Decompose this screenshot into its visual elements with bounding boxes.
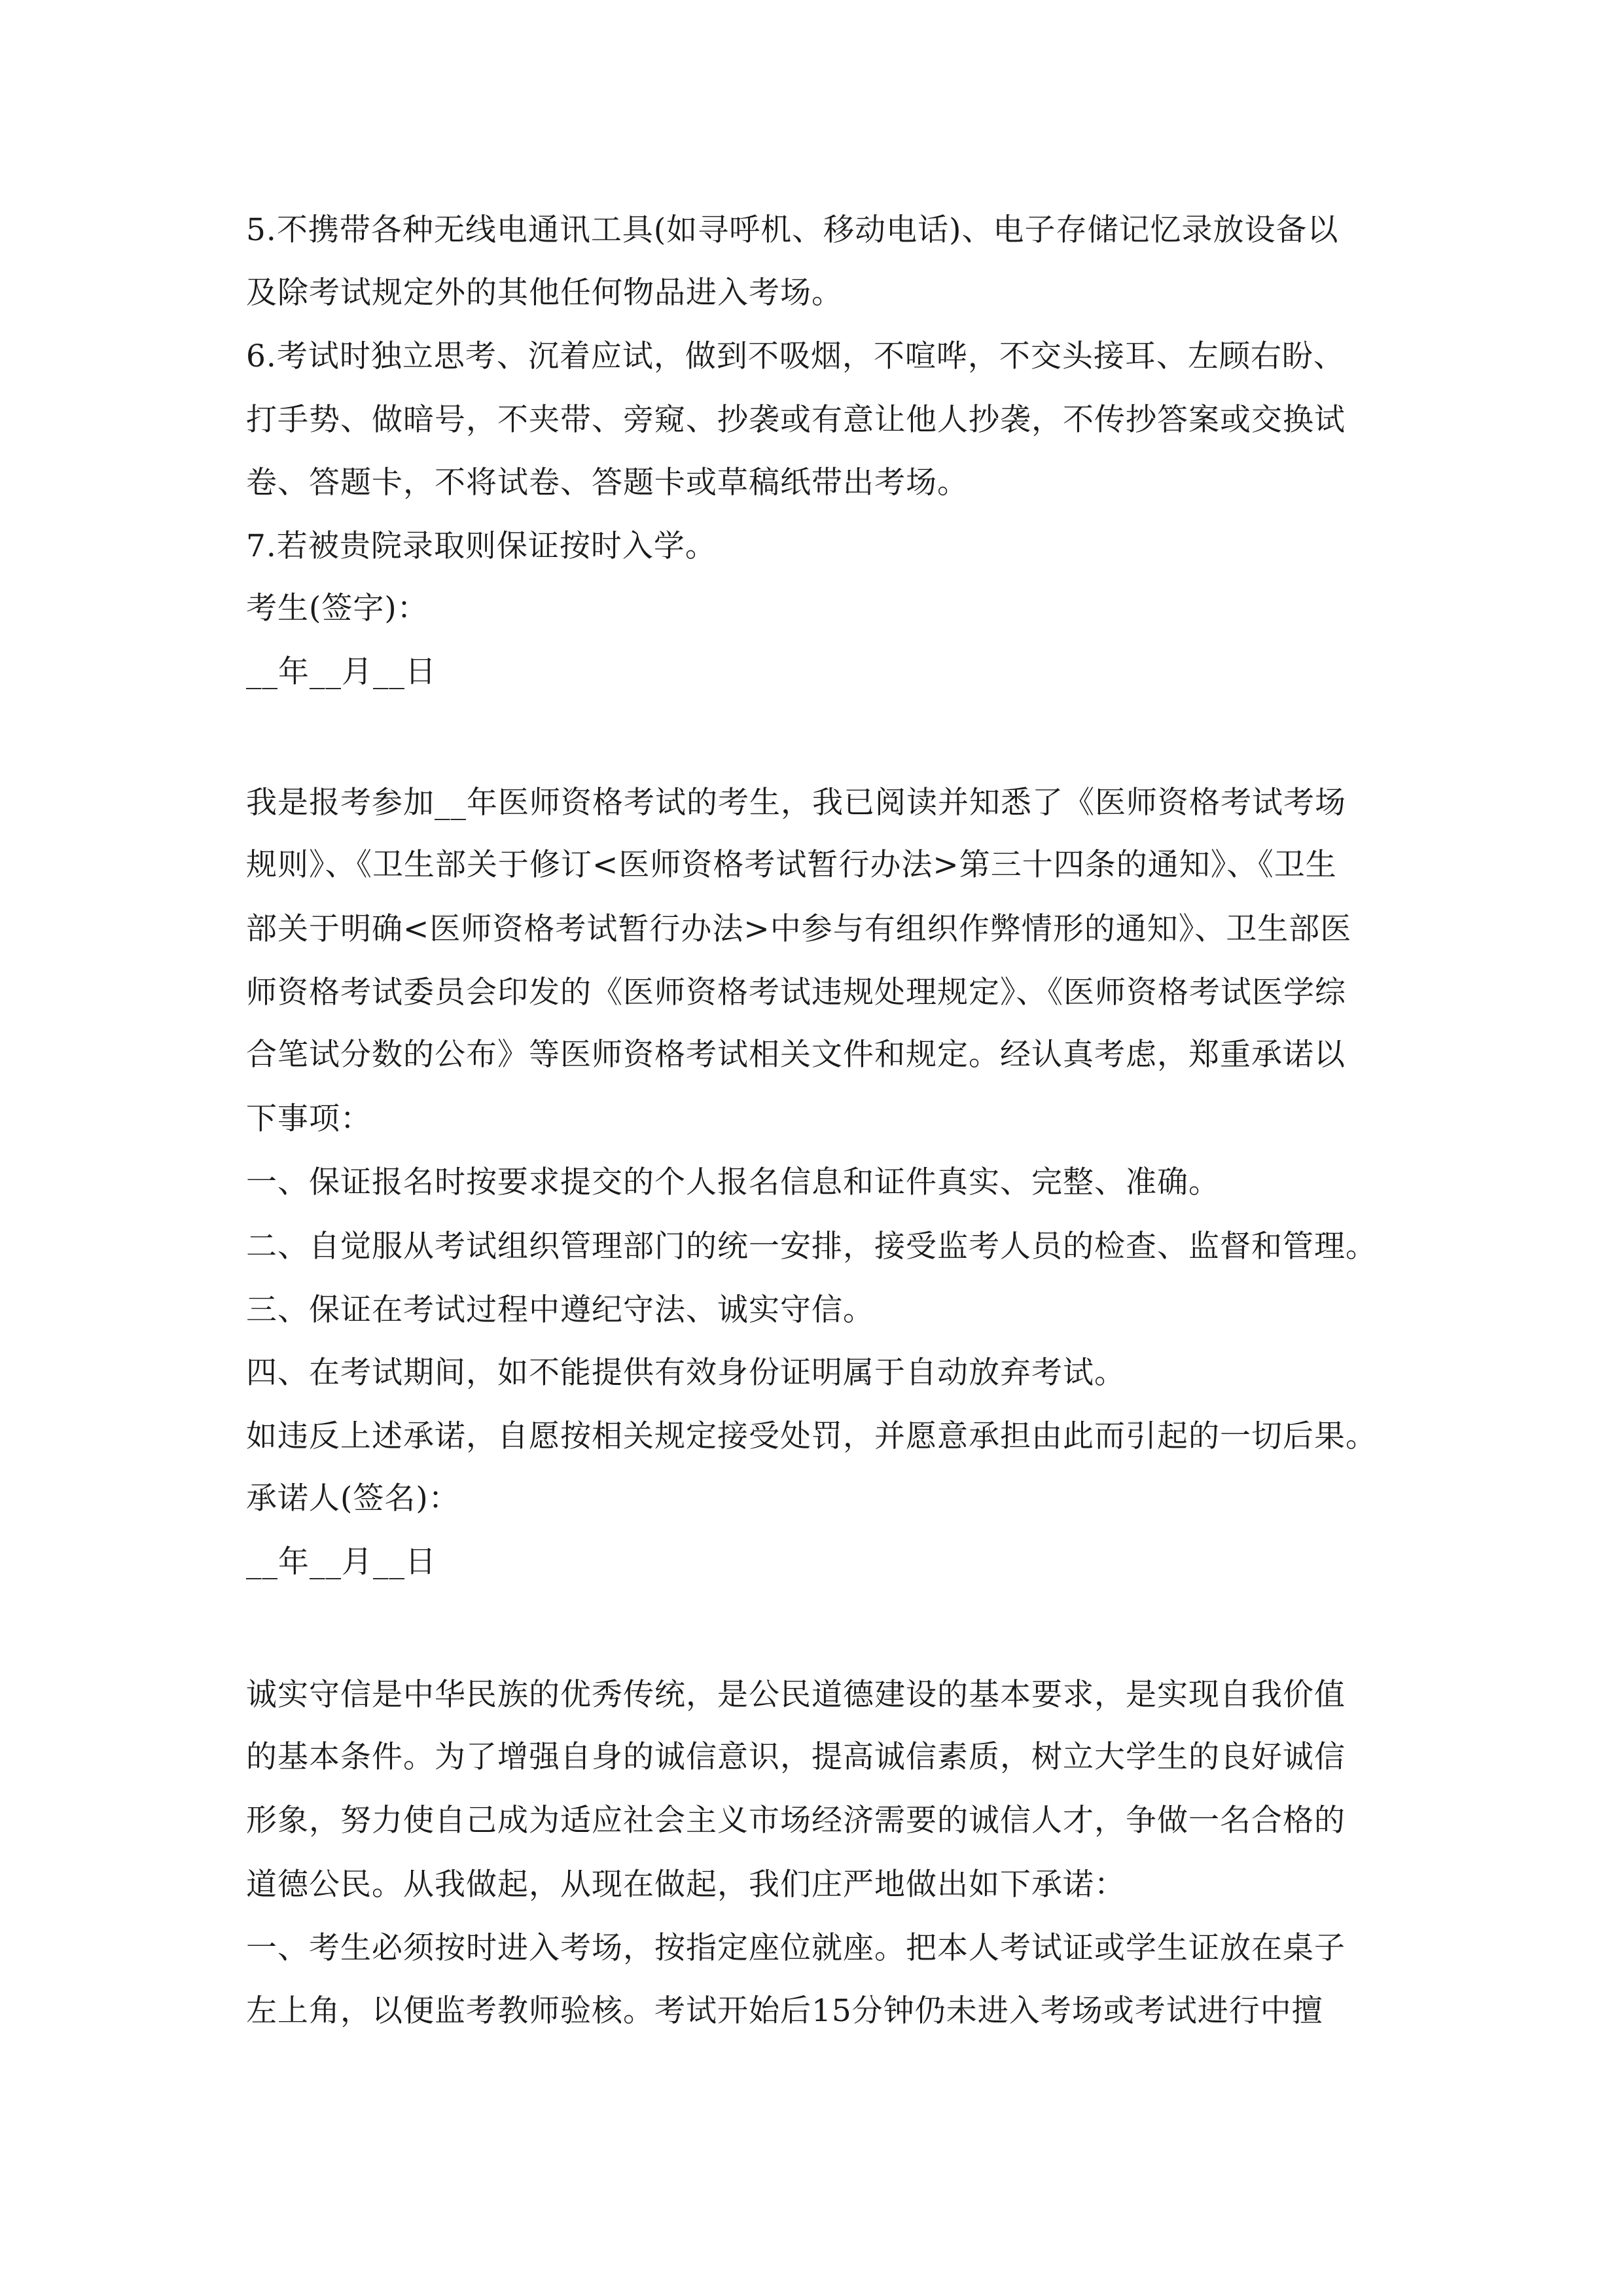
text-line: 左上角，以便监考教师验核。考试开始后15分钟仍未进入考场或考试进行中擅: [246, 1993, 1323, 2029]
text-line: 形象，努力使自己成为适应社会主义市场经济需要的诚信人才，争做一名合格的: [246, 1803, 1346, 1839]
text-line: 如违反上述承诺，自愿按相关规定接受处罚，并愿意承担由此而引起的一切后果。: [246, 1418, 1377, 1454]
text-line: 下事项：: [246, 1101, 372, 1137]
text-line: 6.考试时独立思考、沉着应试，做到不吸烟，不喧哗，不交头接耳、左顾右盼、: [246, 338, 1345, 374]
text-line: 师资格考试委员会印发的《医师资格考试违规处理规定》、《医师资格考试医学综: [246, 975, 1346, 1011]
text-line: 一、保证报名时按要求提交的个人报名信息和证件真实、完整、准确。: [246, 1164, 1220, 1200]
text-line: 卷、答题卡，不将试卷、答题卡或草稿纸带出考场。: [246, 465, 969, 501]
text-line: 一、考生必须按时进入考场，按指定座位就座。把本人考试证或学生证放在桌子: [246, 1930, 1346, 1966]
date-line: __年__月__日: [246, 654, 437, 690]
text-line: 四、在考试期间，如不能提供有效身份证明属于自动放弃考试。: [246, 1355, 1126, 1391]
signature-label: 考生(签字)：: [246, 590, 429, 626]
text-line: 我是报考参加__年医师资格考试的考生，我已阅读并知悉了《医师资格考试考场: [246, 785, 1346, 821]
text-line: 及除考试规定外的其他任何物品进入考场。: [246, 275, 843, 311]
text-line: 7.若被贵院录取则保证按时入学。: [246, 528, 717, 564]
text-line: 部关于明确<医师资格考试暂行办法>中参与有组织作弊情形的通知》、卫生部医: [246, 911, 1352, 947]
text-line: 二、自觉服从考试组织管理部门的统一安排，接受监考人员的检查、监督和管理。: [246, 1229, 1377, 1265]
text-line: 合笔试分数的公布》等医师资格考试相关文件和规定。经认真考虑，郑重承诺以: [246, 1037, 1346, 1073]
text-line: 三、保证在考试过程中遵纪守法、诚实守信。: [246, 1292, 874, 1328]
text-line: 打手势、做暗号，不夹带、旁窥、抄袭或有意让他人抄袭，不传抄答案或交换试: [246, 402, 1346, 438]
date-line: __年__月__日: [246, 1544, 437, 1580]
text-line: 的基本条件。为了增强自身的诚信意识，提高诚信素质，树立大学生的良好诚信: [246, 1739, 1346, 1775]
text-line: 诚实守信是中华民族的优秀传统，是公民道德建设的基本要求，是实现自我价值: [246, 1677, 1346, 1713]
text-line: 规则》、《卫生部关于修订<医师资格考试暂行办法>第三十四条的通知》、《卫生: [246, 847, 1337, 883]
text-line: 道德公民。从我做起，从现在做起，我们庄严地做出如下承诺：: [246, 1867, 1126, 1903]
text-line: 5.不携带各种无线电通讯工具(如寻呼机、移动电话)、电子存储记忆录放设备以: [246, 212, 1339, 248]
signature-label: 承诺人(签名)：: [246, 1480, 460, 1516]
